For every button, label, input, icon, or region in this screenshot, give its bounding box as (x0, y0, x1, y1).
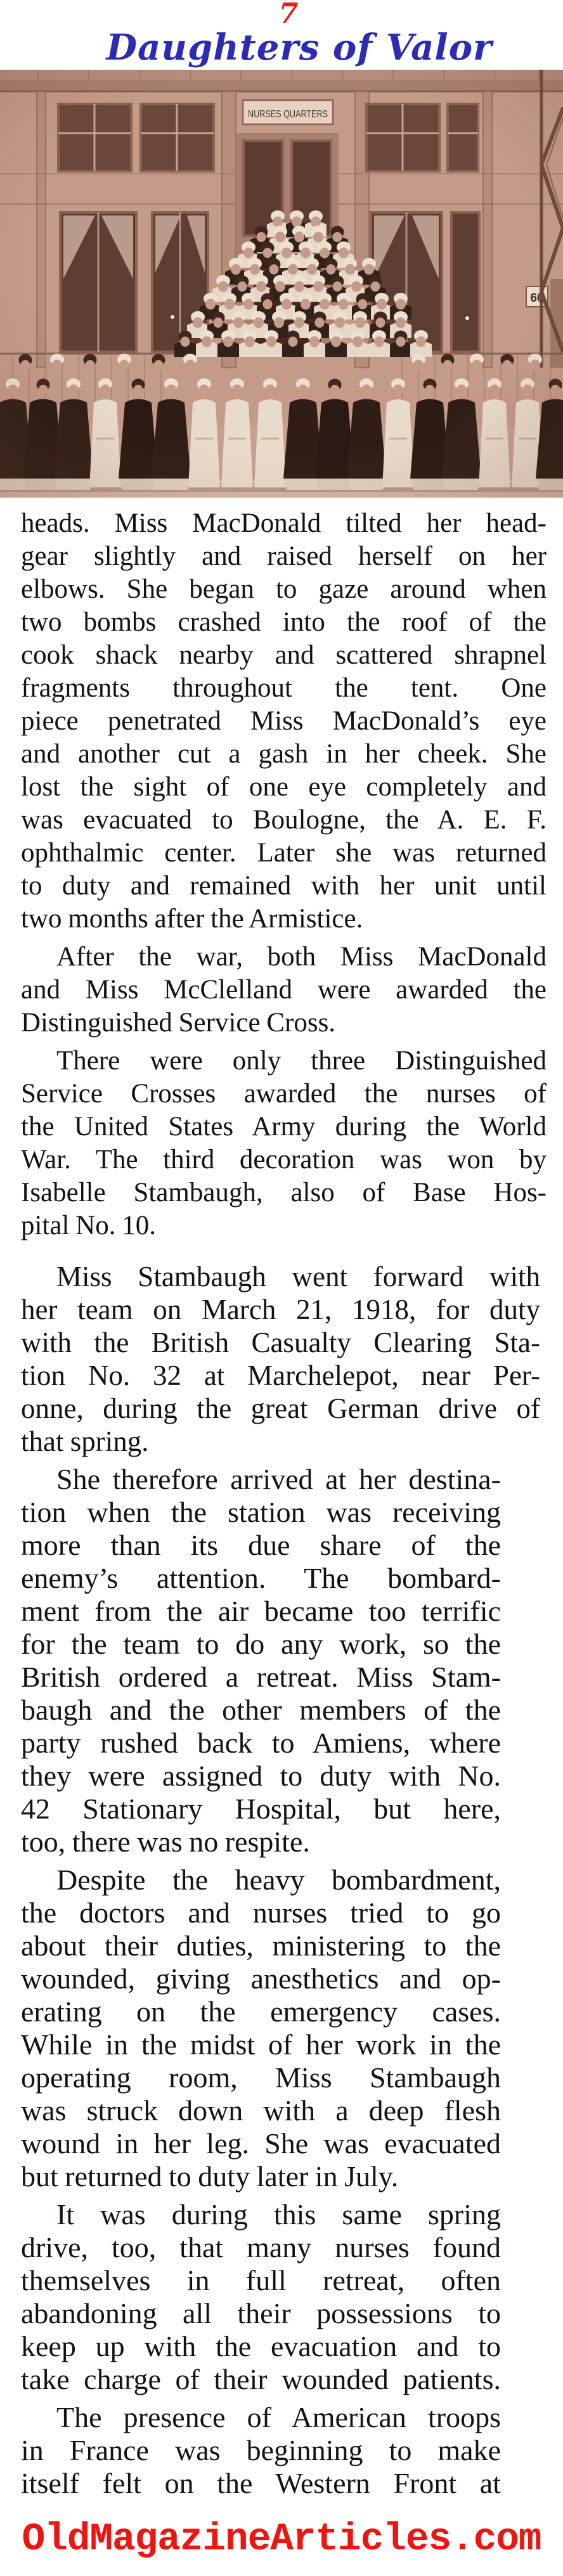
paragraph (21, 2401, 563, 2500)
text-line: pital No. 10. (21, 1211, 156, 1240)
text-line: keep up with the evacuation and to (21, 2330, 501, 2362)
text-line: and Miss McClelland were awarded the (21, 975, 547, 1005)
text-line: take charge of their wounded patients. (21, 2363, 501, 2395)
text-line: erating on the emergency cases. (21, 1995, 501, 2028)
text-line: The presence of American troops (56, 2401, 501, 2433)
text-line: gear slightly and raised herself on her (21, 541, 547, 571)
text-line: but returned to duty later in July. (21, 2160, 399, 2193)
text-line: Service Crosses awarded the nurses of (21, 1079, 547, 1109)
text-line: was evacuated to Boulogne, the A. E. F. (21, 805, 547, 835)
text-line: ment from the air became too terrific (21, 1595, 501, 1627)
text-line: that spring. (21, 1426, 149, 1457)
page-number: 7 (278, 0, 299, 30)
text-line: After the war, both Miss MacDonald (56, 942, 547, 972)
site-watermark: OldMagazineArticles.com (22, 2518, 541, 2561)
text-line: was struck down with a deep flesh (21, 2094, 501, 2127)
text-line: the doctors and nurses tried to go (21, 1897, 501, 1929)
text-line: heads. Miss MacDonald tilted her head- (21, 508, 547, 538)
text-line: British ordered a retreat. Miss Stam- (21, 1661, 501, 1693)
text-line: Despite the heavy bombardment, (56, 1864, 501, 1896)
page-title: Daughters of Valor (106, 27, 493, 68)
text-line: to duty and remained with her unit until (21, 871, 547, 901)
paragraph (21, 2198, 563, 2396)
text-line: lost the sight of one eye completely and (21, 772, 547, 802)
text-line: two months after the Armistice. (21, 904, 363, 934)
text-line: in France was beginning to make (21, 2434, 501, 2466)
text-line: fragments throughout the tent. One (21, 673, 547, 703)
text-line: wounded, giving anesthetics and op- (21, 1962, 501, 1995)
text-line: about their duties, ministering to the (21, 1929, 501, 1962)
text-line: piece penetrated Miss MacDonald’s eye (21, 706, 547, 736)
text-line: It was during this same spring (56, 2198, 501, 2231)
text-line: the United States Army during the World (21, 1112, 547, 1142)
text-line: with the British Casualty Clearing Sta- (21, 1327, 540, 1358)
text-line: Miss Stambaugh went forward with (56, 1261, 540, 1292)
text-line: There were only three Distinguished (56, 1046, 547, 1076)
text-line: too, there was no respite. (21, 1826, 310, 1858)
text-line: they were assigned to duty with No. (21, 1760, 501, 1792)
text-line: wound in her leg. She was evacuated (21, 2127, 501, 2160)
paragraph (21, 1463, 563, 1858)
text-line: ophthalmic center. Later she was returned (21, 838, 547, 868)
text-line: drive, too, that many nurses found (21, 2231, 501, 2264)
text-line: tion when the station was receiving (21, 1496, 501, 1528)
article-body (0, 507, 563, 2500)
text-line: abandoning all their possessions to (21, 2297, 501, 2329)
text-line: She therefore arrived at her destina- (56, 1463, 501, 1495)
text-line: elbows. She began to gaze around when (21, 574, 547, 604)
text-line: enemy’s attention. The bombard- (21, 1562, 501, 1594)
text-line: Distinguished Service Cross. (21, 1008, 336, 1038)
text-line: cook shack nearby and scattered shrapnel (21, 640, 547, 670)
text-line: two bombs crashed into the roof of the (21, 607, 547, 637)
text-line: more than its due share of the (21, 1529, 501, 1561)
text-line: baugh and the other members of the (21, 1694, 501, 1726)
text-line: her team on March 21, 1918, for duty (21, 1294, 540, 1325)
text-line: themselves in full retreat, often (21, 2264, 501, 2296)
page-header (0, 0, 563, 67)
text-line: onne, during the great German drive of (21, 1393, 540, 1424)
text-line: While in the midst of her work in the (21, 2028, 501, 2061)
text-line: itself felt on the Western Front at (21, 2467, 501, 2499)
paragraph (21, 1864, 563, 2193)
text-line: 42 Stationary Hospital, but here, (21, 1793, 501, 1825)
paragraph (21, 1260, 563, 1458)
text-line: operating room, Miss Stambaugh (21, 2061, 501, 2094)
paragraph (21, 1045, 563, 1242)
text-line: party rushed back to Amiens, where (21, 1727, 501, 1759)
nurses-photo (0, 70, 563, 498)
text-line: and another cut a gash in her cheek. She (21, 739, 547, 769)
text-line: War. The third decoration was won by (21, 1145, 547, 1175)
paragraph (21, 941, 563, 1040)
text-line: Isabelle Stambaugh, also of Base Hos- (21, 1178, 547, 1208)
text-line: for the team to do any work, so the (21, 1628, 501, 1660)
paragraph (21, 507, 563, 936)
text-line: tion No. 32 at Marchelepot, near Per- (21, 1360, 540, 1391)
